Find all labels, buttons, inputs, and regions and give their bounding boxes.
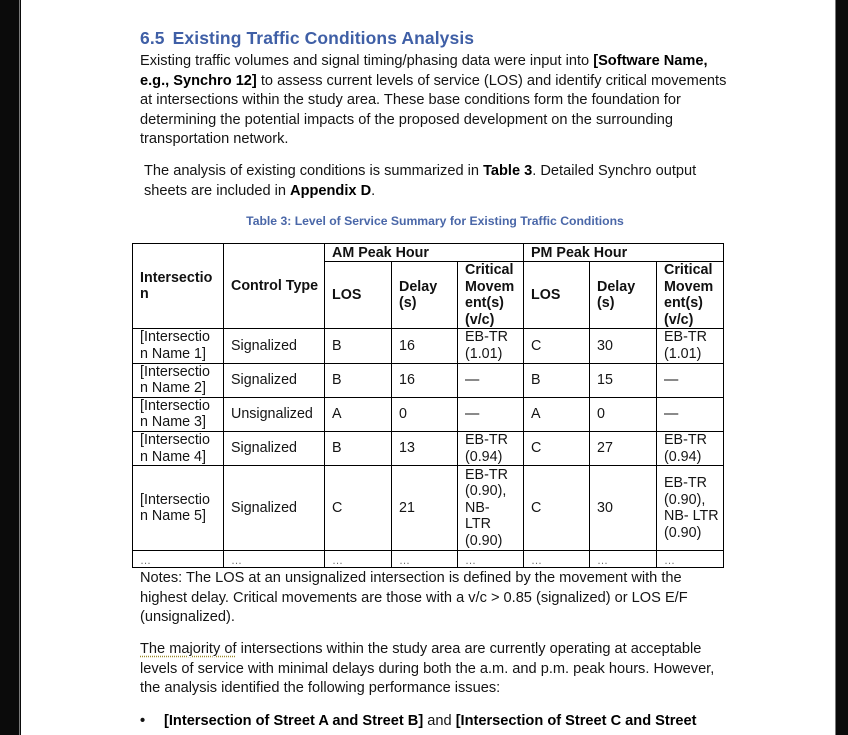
los-summary-table [132,243,724,568]
table-notes: Notes: The LOS at an unsignalized intersection is defined by the movement with the highest delay. Critical movements are those with a v/c > 0.85 (signalized) or LOS E/F (unsignalized). [140,570,688,626]
cell-control-type: Signalized [224,466,325,551]
cell-pm-los: B [524,363,590,397]
cell-pm-critical: EB-TR (0.90), NB- LTR (0.90) [657,466,724,551]
section-heading [140,28,474,49]
cell-am-delay: 16 [392,363,458,397]
cell-pm-critical: … [657,551,724,568]
summary-text-1: The analysis of existing conditions is summarized in [144,163,484,179]
col-header-pm-los: LOS [524,262,590,329]
cell-am-critical: EB-TR (0.90), NB- LTR (0.90) [458,466,524,551]
col-header-am-delay: Delay (s) [392,262,458,329]
cell-pm-critical: EB-TR (1.01) [657,329,724,363]
cell-pm-delay: 15 [590,363,657,397]
cell-pm-delay: 30 [590,329,657,363]
summary-paragraph [144,162,724,201]
table-row-ellipsis [133,551,724,568]
cell-am-los: C [325,466,392,551]
col-header-pm-critical: Critical Movem ent(s) (v/c) [657,262,724,329]
col-header-pm-delay: Delay (s) [590,262,657,329]
section-title: Existing Traffic Conditions Analysis [172,28,475,48]
cell-am-delay: 0 [392,397,458,431]
table-row [133,363,724,397]
cell-intersection: [Intersectio n Name 3] [133,397,224,431]
cell-pm-los: … [524,551,590,568]
bullet-marker: • [140,713,146,729]
col-header-am-los: LOS [325,262,392,329]
software-name-placeholder: [Software Name, e.g., Synchro 12] [140,53,708,89]
cell-intersection: [Intersectio n Name 5] [133,466,224,551]
appendix-reference: Appendix D [290,182,372,199]
cell-am-critical: — [458,397,524,431]
intro-text-2: to assess current levels of service (LOS) and identify critical movements at intersections within the study area. These base conditions form the foundation for determining the potential impacts of the proposed development on the surrounding transportation network. [140,72,727,148]
table-caption: Table 3: Level of Service Summary for Existing Traffic Conditions [246,214,624,228]
cell-pm-delay: 0 [590,397,657,431]
cell-pm-critical: — [657,397,724,431]
document-page [21,0,835,735]
col-header-control-type: Control Type [224,244,325,329]
intersection-ab: [Intersection of Street A and Street B] [164,713,424,729]
findings-text: intersections within the study area are currently operating at acceptable levels of service with minimal delays during both the a.m. and p.m. peak hours. However, the analysis identified the following performance issues: [140,641,715,697]
cell-am-critical: — [458,363,524,397]
right-window-border [835,0,848,735]
cell-pm-los: C [524,329,590,363]
cell-control-type: Unsignalized [224,397,325,431]
cell-am-critical: EB-TR (1.01) [458,329,524,363]
table-row [133,329,724,363]
intro-text-1: Existing traffic volumes and signal timing/phasing data were input into [140,53,594,69]
cell-pm-delay: … [590,551,657,568]
cell-control-type: Signalized [224,363,325,397]
cell-am-los: B [325,329,392,363]
cell-intersection: [Intersectio n Name 2] [133,363,224,397]
issue-bullet-item [140,712,740,732]
cell-pm-los: A [524,397,590,431]
findings-paragraph [140,640,730,699]
cell-control-type: … [224,551,325,568]
cell-am-critical: … [458,551,524,568]
cell-am-los: … [325,551,392,568]
section-number: 6.5 [140,28,165,48]
cell-am-los: B [325,431,392,465]
cell-pm-critical: — [657,363,724,397]
cell-pm-los: C [524,466,590,551]
cell-am-critical: EB-TR (0.94) [458,431,524,465]
bullet-conjunction: and [423,713,456,729]
intersection-cd: [Intersection of Street C and Street [455,713,697,729]
cell-am-los: A [325,397,392,431]
left-window-border [0,0,20,735]
summary-text-3: . [371,182,376,199]
cell-pm-critical: EB-TR (0.94) [657,431,724,465]
table-row [133,397,724,431]
cell-pm-delay: 30 [590,466,657,551]
group-header-am-peak: AM Peak Hour [325,244,524,262]
table-row [133,431,724,465]
table-row [133,466,724,551]
grammar-flagged-text[interactable]: The majority of [140,641,237,657]
col-header-am-critical: Critical Movem ent(s) (v/c) [458,262,524,329]
summary-text-2: . Detailed Synchro output sheets are included in [144,163,697,199]
group-header-pm-peak: PM Peak Hour [524,244,724,262]
cell-control-type: Signalized [224,431,325,465]
cell-am-delay: 16 [392,329,458,363]
cell-control-type: Signalized [224,329,325,363]
cell-intersection: … [133,551,224,568]
cell-pm-delay: 27 [590,431,657,465]
cell-intersection: [Intersectio n Name 1] [133,329,224,363]
intro-paragraph [140,52,730,150]
table-group-header-row [133,244,724,262]
cell-am-delay: … [392,551,458,568]
cell-intersection: [Intersectio n Name 4] [133,431,224,465]
cell-am-delay: 13 [392,431,458,465]
cell-am-los: B [325,363,392,397]
table-reference: Table 3 [483,163,533,179]
cell-am-delay: 21 [392,466,458,551]
cell-pm-los: C [524,431,590,465]
col-header-intersection: Intersectio n [133,244,224,329]
